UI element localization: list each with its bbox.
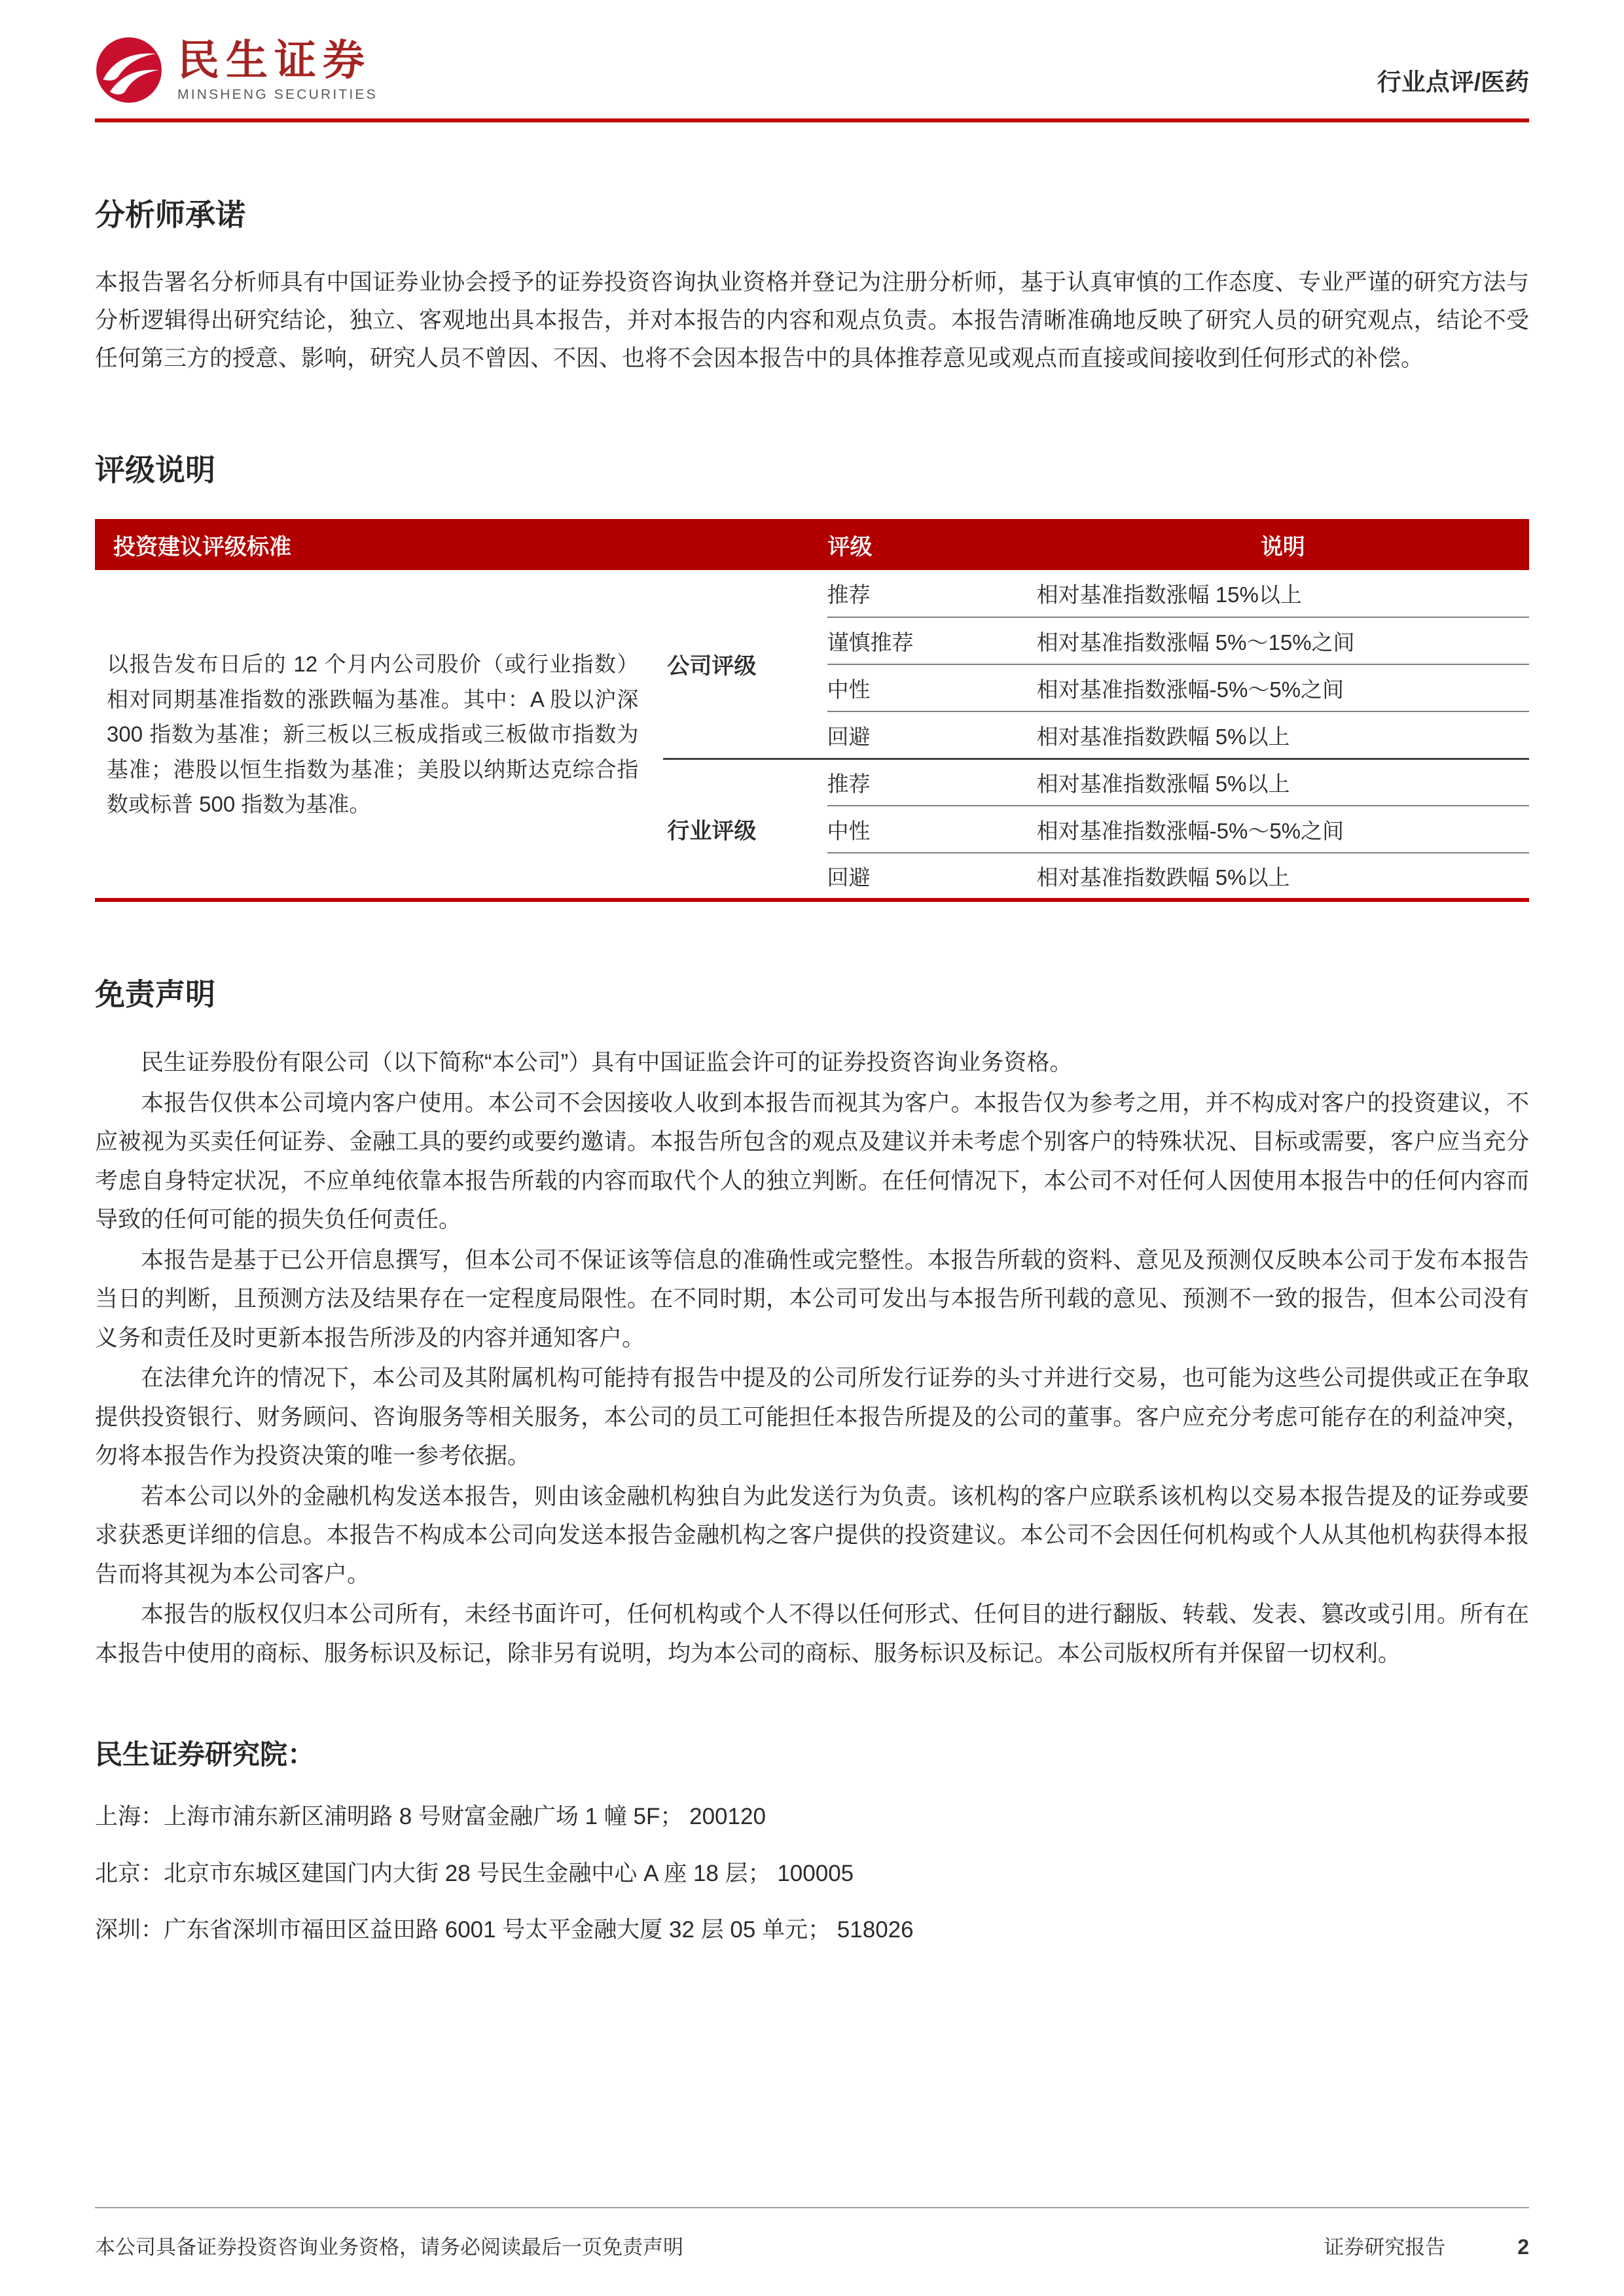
address-beijing: 北京：北京市东城区建国门内大街 28 号民生金融中心 A 座 18 层； 100005 [95, 1860, 854, 1886]
disclaimer-paragraph: 本报告仅供本公司境内客户使用。本公司不会因接收人收到本报告而视其为客户。本报告仅为参考之用，并不构成对客户的投资建议，不应被视为买卖任何证券、金融工具的要约或要约邀请。本报告所包含的观点及建议并未考虑个别客户的特殊状况、目标或需要，客户应当充分考虑自身特定状况，不应单纯依靠本报告所载的内容而取代个人的独立判断。在任何情况下，本公司不对任何人因使用本报告中的任何内容而导致的任何可能的损失负任何责任。 [95, 1090, 1529, 1233]
rating-level: 谨慎推荐 [827, 617, 1037, 664]
rating-level: 推荐 [827, 570, 1037, 617]
disclaimer-paragraph: 在法律允许的情况下，本公司及其附属机构可能持有报告中提及的公司所发行证券的头寸并进行交易，也可能为这些公司提供或正在争取提供投资银行、财务顾问、咨询服务等相关服务，本公司的员工可能担任本报告所提及的公司的董事。客户应充分考虑可能存在的利益冲突，勿将本报告作为投资决策的唯一参考依据。 [95, 1365, 1529, 1469]
report-category-label: 行业点评/医药 [1377, 69, 1529, 96]
brand-name: 民生证券 [177, 36, 371, 84]
minsheng-logo-icon [95, 36, 163, 104]
disclaimer-paragraph: 本报告是基于已公开信息撰写，但本公司不保证该等信息的准确性或完整性。本报告所载的资料、意见及预测仅反映本公司于发布本报告当日的判断，且预测方法及结果存在一定程度局限性。在不同时期，本公司可发出与本报告所刊载的意见、预测不一致的报告，但本公司没有义务和责任及时更新本报告所涉及的内容并通知客户。 [95, 1247, 1529, 1351]
disclaimer-paragraph: 若本公司以外的金融机构发送本报告，则由该金融机构独自为此发送行为负责。该机构的客户应联系该机构以交易本报告提及的证券或要求获悉更详细的信息。本报告不构成本公司向发送本报告金融机构之客户提供的投资建议。本公司不会因任何机构或个人从其他机构获得本报告而将其视为本公司客户。 [95, 1483, 1529, 1587]
footer-right [1324, 2231, 1529, 2260]
footer-report-type: 证券研究报告 [1324, 2236, 1446, 2259]
rating-level: 回避 [827, 865, 871, 889]
analyst-commitment-title: 分析师承诺 [95, 198, 245, 232]
rating-section [95, 378, 1529, 902]
rating-criteria-text: 以报告发布日后的 12 个月内公司股价（或行业指数）相对同期基准指数的涨跌幅为基准。其中：A 股以沪深 300 指数为基准；新三板以三板成指或三板做市指数为基准；港股以恒生指数为基准；美股以纳斯达克综合指数或标普 500 指数为基准。 [107, 652, 639, 816]
rating-level: 中性 [827, 806, 1037, 853]
research-institute-section [95, 1674, 1529, 1970]
brand-subtitle: MINSHENG SECURITIES [177, 87, 378, 103]
disclaimer-section [95, 902, 1529, 1674]
rating-level: 推荐 [827, 759, 1037, 806]
rating-description: 相对基准指数涨幅 5%以上 [1037, 759, 1529, 806]
rating-description: 相对基准指数涨幅-5%～5%之间 [1037, 806, 1529, 853]
disclaimer-title: 免责声明 [95, 977, 215, 1012]
rating-level: 回避 [827, 711, 1037, 759]
disclaimer-paragraph: 民生证券股份有限公司（以下简称“本公司”）具有中国证监会许可的证券投资咨询业务资格。 [141, 1050, 1073, 1076]
rating-description: 相对基准指数跌幅 5%以上 [1036, 865, 1290, 889]
research-institute-title: 民生证券研究院： [95, 1739, 316, 1770]
column-header-level: 评级 [663, 519, 1036, 570]
rating-description: 相对基准指数涨幅 15%以上 [1037, 570, 1529, 617]
brand-text [177, 37, 378, 103]
address-shanghai: 上海：上海市浦东新区浦明路 8 号财富金融广场 1 幢 5F； 200120 [95, 1804, 766, 1830]
brand-logo [95, 36, 378, 104]
page-header [95, 36, 1529, 118]
page-footer [95, 2207, 1529, 2260]
industry-rating-group-label: 行业评级 [667, 819, 757, 844]
analyst-commitment-section [95, 122, 1529, 378]
rating-level: 中性 [827, 664, 1037, 711]
address-shenzhen: 深圳：广东省深圳市福田区益田路 6001 号太平金融大厦 32 层 05 单元； 518026 [95, 1917, 914, 1943]
column-header-description: 说明 [1037, 519, 1529, 570]
page-number: 2 [1517, 2235, 1529, 2259]
column-header-criteria: 投资建议评级标准 [95, 519, 663, 570]
analyst-commitment-body: 本报告署名分析师具有中国证券业协会授予的证券投资咨询执业资格并登记为注册分析师，基于认真审慎的工作态度、专业严谨的研究方法与分析逻辑得出研究结论，独立、客观地出具本报告，并对本报告的内容和观点负责。本报告清晰准确地反映了研究人员的研究观点，结论不受任何第三方的授意、影响，研究人员不曾因、不因、也将不会因本报告中的具体推荐意见或观点而直接或间接收到任何形式的补偿。 [95, 270, 1529, 372]
footer-qualification-note: 本公司具备证券投资咨询业务资格，请务必阅读最后一页免责声明 [95, 2236, 683, 2259]
rating-table [95, 519, 1529, 902]
rating-description: 相对基准指数涨幅-5%～5%之间 [1037, 664, 1529, 711]
disclaimer-paragraph: 本报告的版权仅归本公司所有，未经书面许可，任何机构或个人不得以任何形式、任何目的进行翻版、转载、发表、篡改或引用。所有在本报告中使用的商标、服务标识及标记，除非另有说明，均为本公司的商标、服务标识及标记。本公司版权所有并保留一切权利。 [95, 1602, 1529, 1666]
rating-description: 相对基准指数跌幅 5%以上 [1037, 711, 1529, 759]
rating-description: 相对基准指数涨幅 5%～15%之间 [1037, 617, 1529, 664]
company-rating-group-label: 公司评级 [663, 570, 827, 759]
rating-table-header-row [95, 519, 1529, 570]
rating-section-title: 评级说明 [95, 453, 215, 488]
table-row [95, 570, 1529, 617]
